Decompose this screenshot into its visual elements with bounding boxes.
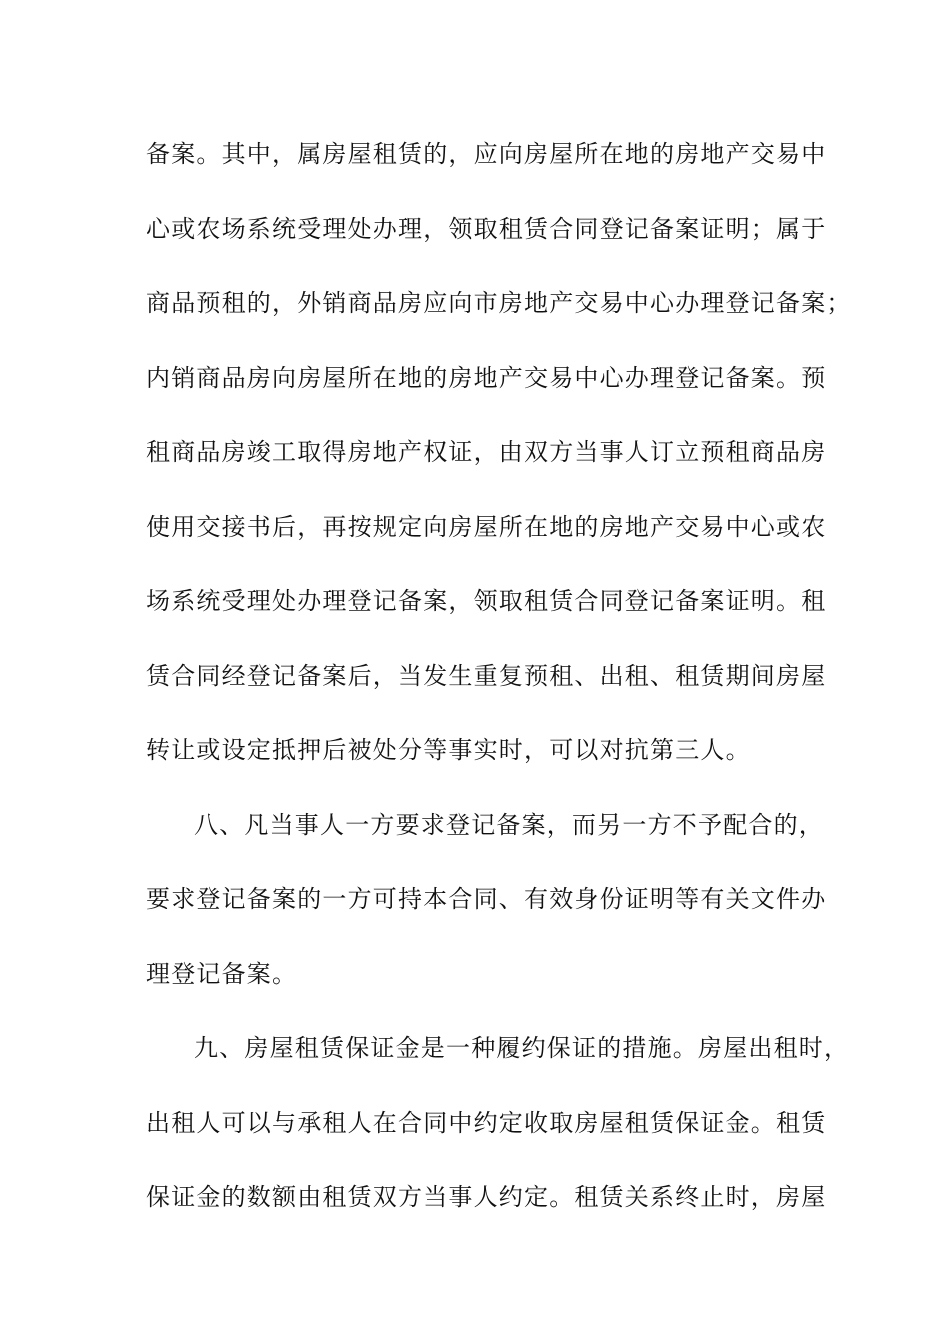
text-line: 理登记备案。 — [146, 959, 298, 988]
text-line: 内销商品房向房屋所在地的房地产交易中心办理登记备案。预 — [146, 363, 827, 392]
text-line: 使用交接书后，再按规定向房屋所在地的房地产交易中心或农 — [146, 512, 827, 541]
text-line: 备案。其中，属房屋租赁的，应向房屋所在地的房地产交易中 — [146, 140, 827, 168]
text-line: 赁合同经登记备案后，当发生重复预租、出租、租赁期间房屋 — [146, 661, 827, 690]
text-line: 保证金的数额由租赁双方当事人约定。租赁关系终止时，房屋 — [146, 1183, 827, 1211]
text-line: 场系统受理处办理登记备案，领取租赁合同登记备案证明。租 — [146, 587, 827, 615]
text-line: 转让或设定抵押后被处分等事实时，可以对抗第三人。 — [146, 736, 751, 764]
document-body — [146, 130, 852, 1248]
text-line: 要求登记备案的一方可持本合同、有效身份证明等有关文件办 — [146, 885, 827, 913]
text-line: 出租人可以与承租人在合同中约定收取房屋租赁保证金。租赁 — [146, 1108, 827, 1137]
text-line: 商品预租的，外销商品房应向市房地产交易中心办理登记备案； — [146, 289, 852, 317]
paragraph-eight-start: 八、凡当事人一方要求登记备案，而另一方不予配合的， — [194, 810, 824, 839]
text-line: 心或农场系统受理处办理，领取租赁合同登记备案证明；属于 — [146, 214, 827, 243]
text-line: 租商品房竣工取得房地产权证，由双方当事人订立预租商品房 — [146, 438, 827, 466]
paragraph-nine-start: 九、房屋租赁保证金是一种履约保证的措施。房屋出租时， — [194, 1034, 850, 1062]
